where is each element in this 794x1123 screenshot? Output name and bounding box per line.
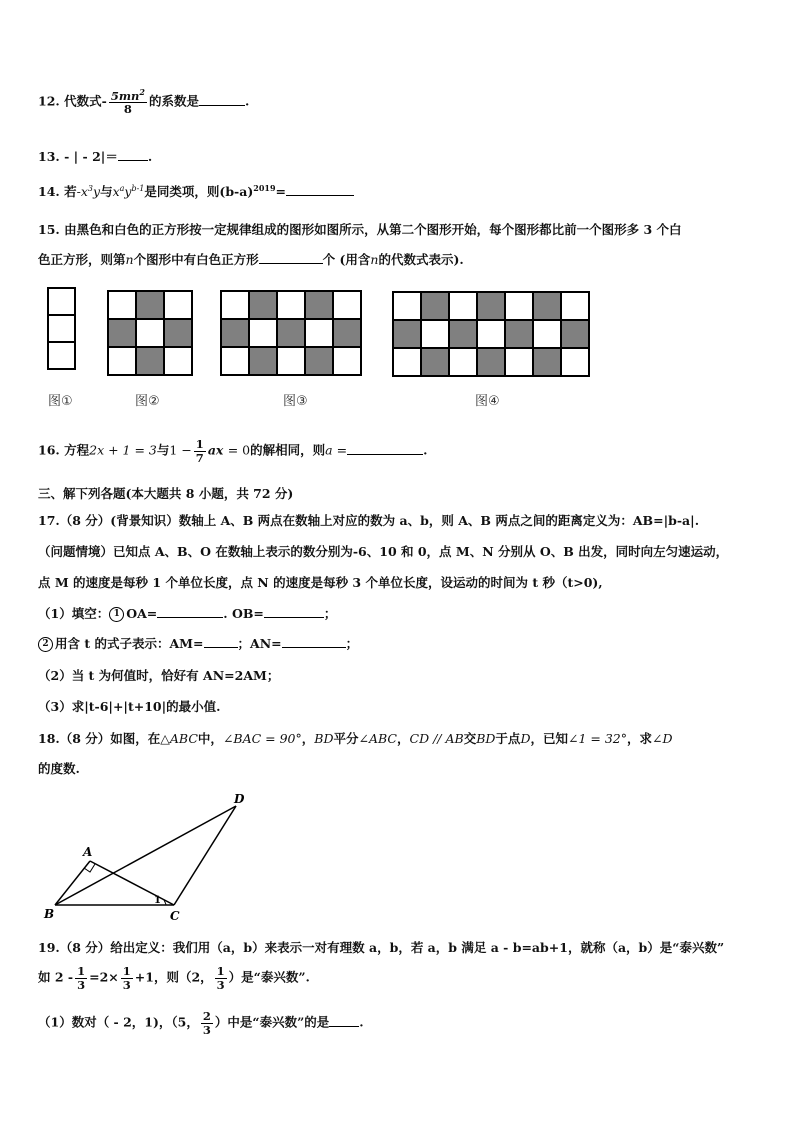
white-square xyxy=(478,321,504,347)
black-square xyxy=(165,320,191,346)
white-square xyxy=(250,320,276,346)
black-square xyxy=(334,320,360,346)
black-square xyxy=(478,349,504,375)
black-square xyxy=(137,348,163,374)
white-square xyxy=(450,349,476,375)
question-15-line1: 15. 由黑色和白色的正方形按一定规律组成的图形如图所示，从第二个图形开始，每个图形都比前一个图形多 3 个白 xyxy=(38,222,682,237)
question-number: 15. xyxy=(38,222,60,237)
fraction: $\frac{1}{7}$ xyxy=(195,437,204,465)
black-square xyxy=(534,349,560,375)
circled-number-1: 1 xyxy=(109,607,124,622)
black-square xyxy=(306,348,332,374)
label-d: D xyxy=(234,792,245,806)
black-square xyxy=(450,321,476,347)
white-square xyxy=(334,292,360,318)
white-square xyxy=(394,293,420,319)
triangle-figure xyxy=(38,790,268,925)
white-square xyxy=(506,349,532,375)
black-square xyxy=(534,293,560,319)
answer-blank[interactable] xyxy=(347,442,423,455)
question-number: 12. xyxy=(38,93,60,109)
question-17-part3: （3）求|t-6|+|t+10|的最小值. xyxy=(38,699,221,714)
fraction: $\frac{5mn^2}{8}$ xyxy=(110,87,145,117)
black-square xyxy=(562,321,588,347)
white-square xyxy=(49,289,74,314)
pattern-figure-1 xyxy=(47,287,76,370)
black-square xyxy=(250,292,276,318)
question-17-line1: 17.（8 分）(背景知识）数轴上 A、B 两点在数轴上对应的数为 a、b，则 A、B 两点之间的距离定义为：AB=|b-a|. xyxy=(38,513,700,528)
black-square xyxy=(394,321,420,347)
white-square xyxy=(165,348,191,374)
question-18-line2: 的度数. xyxy=(38,761,80,776)
circled-number-2: 2 xyxy=(38,637,53,652)
segment-cd xyxy=(174,806,236,905)
white-square xyxy=(334,348,360,374)
figure-label-1: 图① xyxy=(48,394,73,409)
black-square xyxy=(506,321,532,347)
white-square xyxy=(422,321,448,347)
white-square xyxy=(49,343,74,368)
section-heading: 三、解下列各题(本大题共 8 小题，共 72 分) xyxy=(38,486,294,501)
question-12: 12. 代数式- $\frac{5mn^2}{8}$ 的系数是 . xyxy=(38,87,250,117)
white-square xyxy=(222,348,248,374)
answer-blank[interactable] xyxy=(204,635,238,648)
black-square xyxy=(222,320,248,346)
pattern-figure-2 xyxy=(107,290,193,376)
black-square xyxy=(422,293,448,319)
fraction: $\frac{1}{3}$ xyxy=(77,964,86,992)
fraction: $\frac{1}{3}$ xyxy=(216,964,225,992)
question-17-part1: （1）填空： 1 OA= . OB= ； xyxy=(38,606,337,621)
black-square xyxy=(250,348,276,374)
black-square xyxy=(422,349,448,375)
white-square xyxy=(562,293,588,319)
white-square xyxy=(222,292,248,318)
answer-blank[interactable] xyxy=(264,605,324,618)
white-square xyxy=(534,321,560,347)
white-square xyxy=(450,293,476,319)
answer-blank[interactable] xyxy=(199,93,245,106)
answer-blank[interactable] xyxy=(259,251,323,264)
white-square xyxy=(109,348,135,374)
figure-label-4: 图④ xyxy=(475,394,500,409)
black-square xyxy=(306,292,332,318)
answer-blank[interactable] xyxy=(282,635,346,648)
black-square xyxy=(109,320,135,346)
question-17-part2: （2）当 t 为何值时，恰好有 AN=2AM； xyxy=(38,668,280,683)
fraction: $\frac{1}{3}$ xyxy=(122,964,131,992)
question-14: 14. 若$-x^3y$与$x^ay^{b-1}$是同类项，则$(b-a)^{2019}=$ xyxy=(38,182,764,200)
black-square xyxy=(478,293,504,319)
question-13: 13. - | - 2|＝ . xyxy=(38,149,153,164)
label-b: B xyxy=(44,907,55,921)
right-angle-mark xyxy=(84,864,95,872)
question-15-line2: 色正方形，则第n个图形中有白色正方形 个 (用含n的代数式表示). xyxy=(38,252,464,267)
white-square xyxy=(394,349,420,375)
question-17-line2: （问题情境）已知点 A、B、O 在数轴上表示的数分别为-6、10 和 0，点 M、N 分别从 O、B 出发，同时向左匀速运动， xyxy=(38,544,729,559)
white-square xyxy=(165,292,191,318)
question-17-line3: 点 M 的速度是每秒 1 个单位长度，点 N 的速度是每秒 3 个单位长度，设运动的时间为 t 秒（t>0), xyxy=(38,575,603,590)
label-c: C xyxy=(170,909,180,923)
label-angle-1: 1 xyxy=(154,895,161,906)
answer-blank[interactable] xyxy=(157,605,223,618)
question-18-line1: 18.（8 分）如图，在△ABC中，∠BAC = 90°，BD平分∠ABC，CD // AB交BD于点D，已知∠1 = 32°，求∠D xyxy=(38,731,673,746)
label-a: A xyxy=(83,845,93,859)
pattern-figure-4 xyxy=(392,291,590,377)
question-number: 14. xyxy=(38,184,60,199)
segment-ab xyxy=(55,861,90,905)
white-square xyxy=(278,292,304,318)
white-square xyxy=(562,349,588,375)
white-square xyxy=(109,292,135,318)
question-number: 13. xyxy=(38,149,60,164)
fraction: $\frac{2}{3}$ xyxy=(202,1009,211,1037)
black-square xyxy=(278,320,304,346)
figure-label-2: 图② xyxy=(135,394,160,409)
white-square xyxy=(137,320,163,346)
question-number: 16. xyxy=(38,442,60,458)
answer-blank[interactable] xyxy=(329,1014,359,1027)
segment-ac xyxy=(90,861,174,905)
white-square xyxy=(49,316,74,341)
answer-blank[interactable] xyxy=(118,148,148,161)
question-17-part1b: 2 用含 t 的式子表示：AM= ；AN= ； xyxy=(38,634,764,652)
white-square xyxy=(306,320,332,346)
black-square xyxy=(137,292,163,318)
figure-label-3: 图③ xyxy=(283,394,308,409)
question-19-example: 如 2 - $\frac{1}{3}$ =2× $\frac{1}{3}$ +1，则（2， $\frac{1}{3}$ ）是“泰兴数”. xyxy=(38,964,310,992)
question-19-line1: 19.（8 分）给出定义：我们用（a，b）来表示一对有理数 a，b，若 a，b 满足 a - b=ab+1，就称（a，b）是“泰兴数” xyxy=(38,940,725,955)
question-19-part1: （1）数对（ - 2，1)，（5， $\frac{2}{3}$ ）中是“泰兴数”的是 . xyxy=(38,1009,364,1037)
pattern-figure-3 xyxy=(220,290,362,376)
white-square xyxy=(278,348,304,374)
question-16: 16. 方程2x + 1 = 3与1 − $\frac{1}{7}$ ax = 0的解相同，则a = . xyxy=(38,437,428,465)
white-square xyxy=(506,293,532,319)
answer-blank[interactable] xyxy=(286,183,354,196)
